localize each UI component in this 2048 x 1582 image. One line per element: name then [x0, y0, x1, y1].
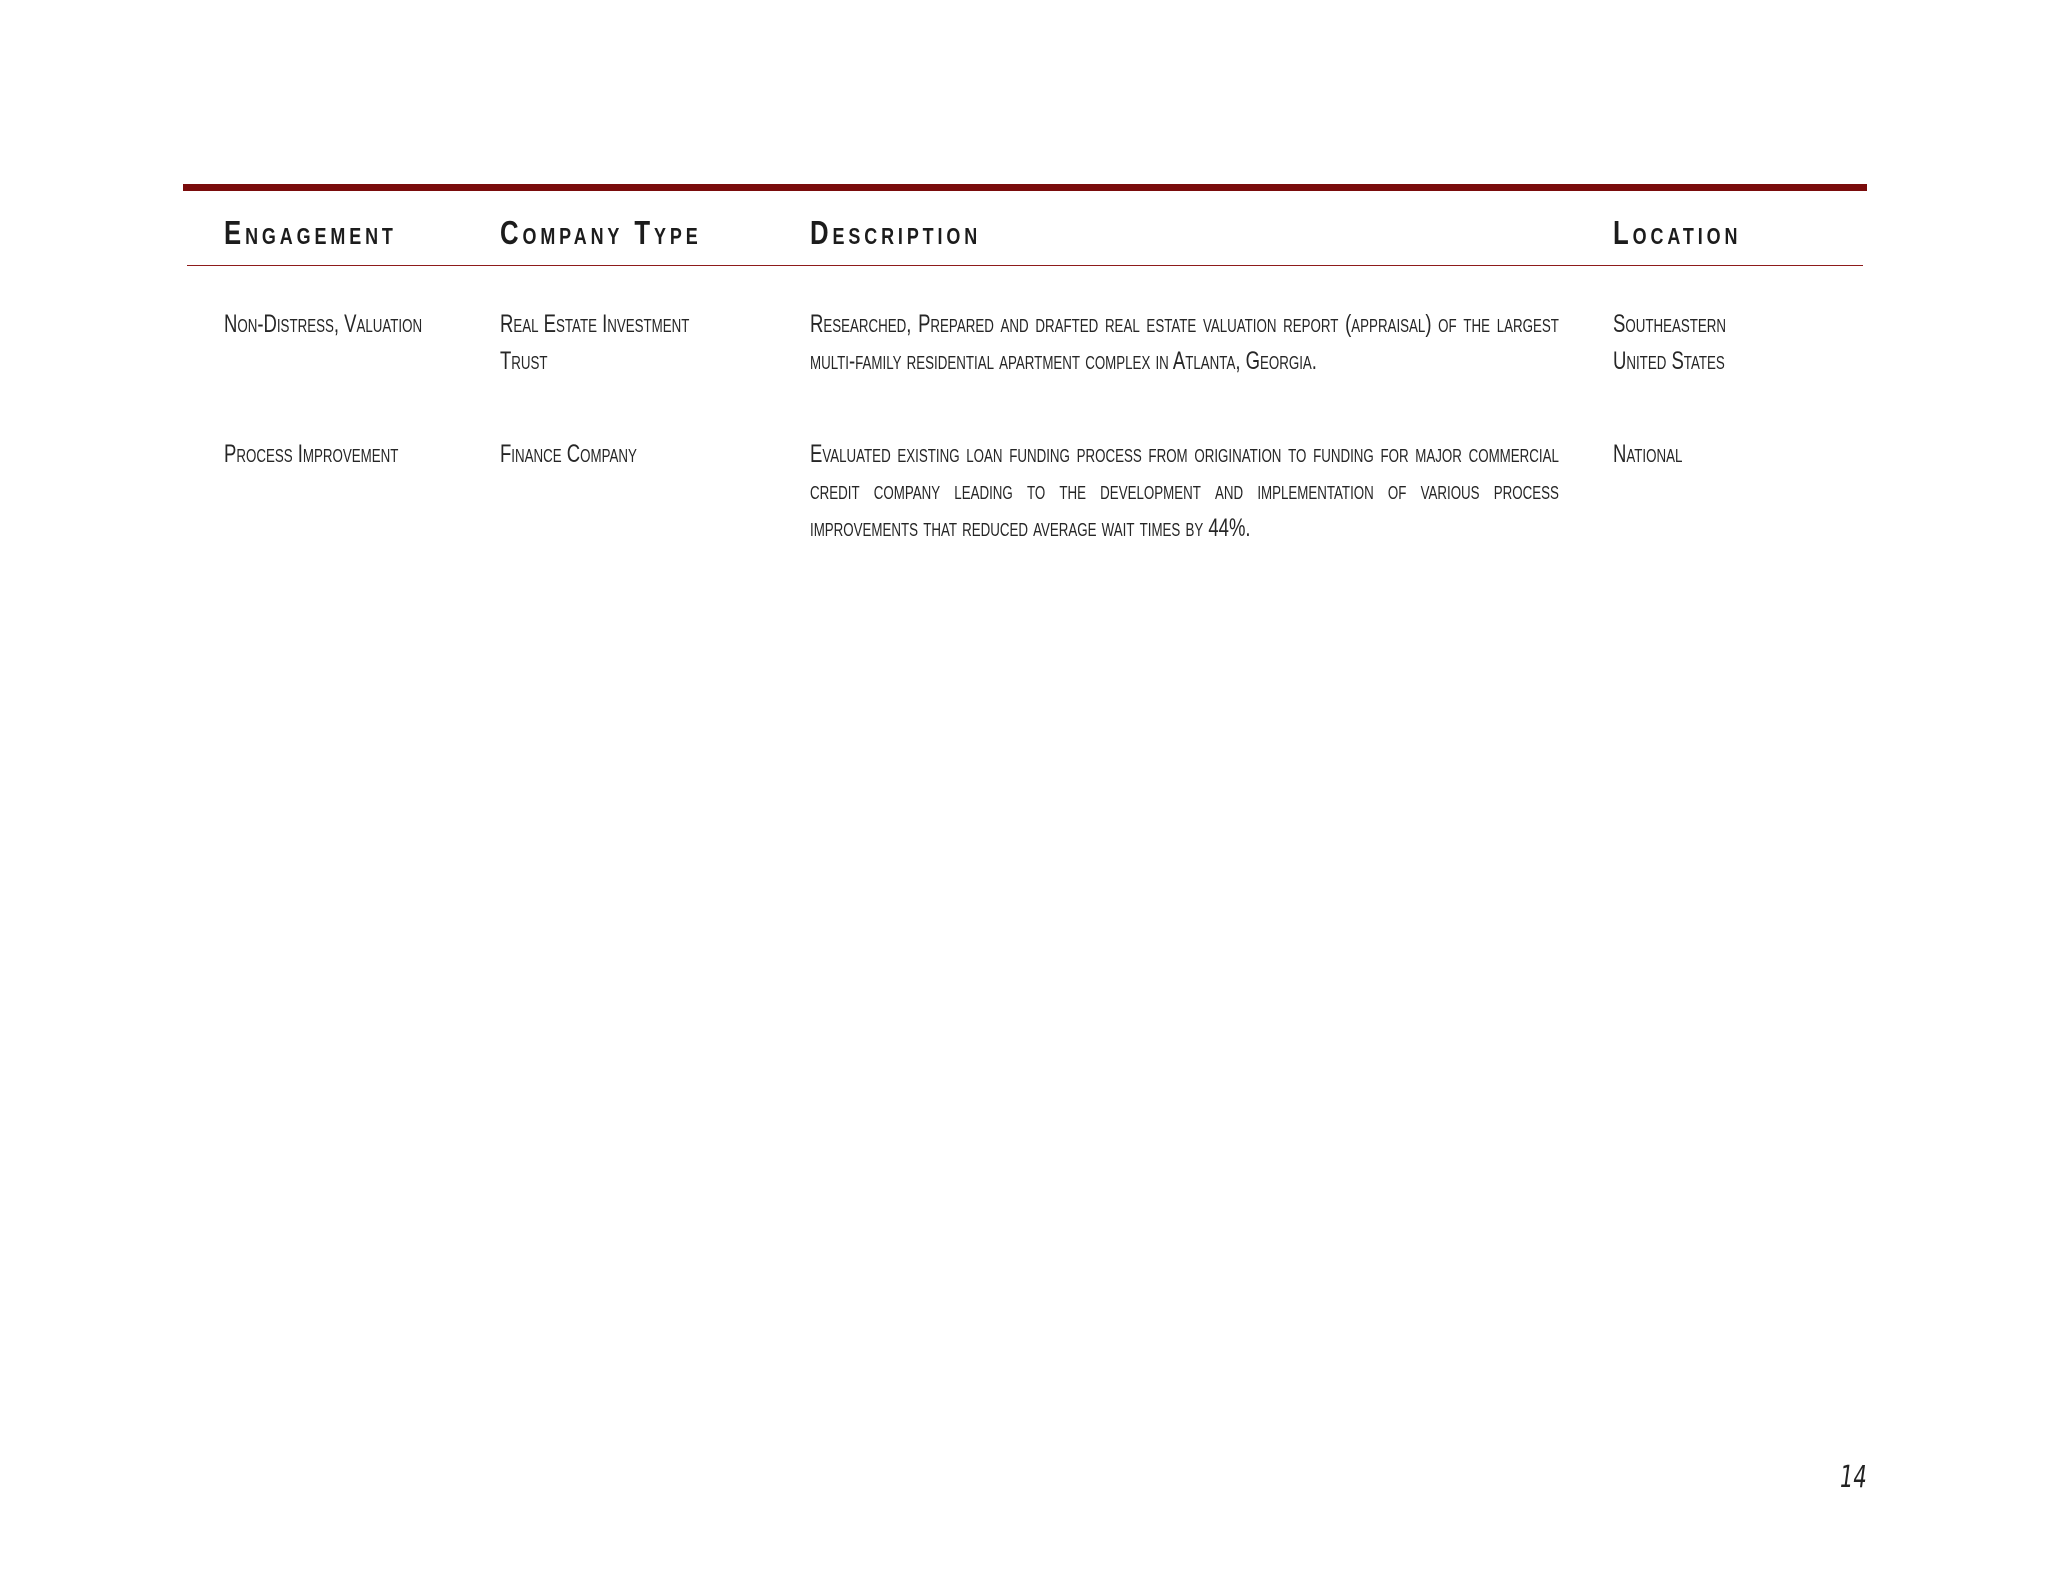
row-1-location: Southeastern United States	[1613, 310, 1726, 375]
row-2-description: Evaluated existing loan funding process from origination to funding for major commercial credit company leading to the development and implementation of various process improvements that reduced average wait times by 44%.	[810, 440, 1559, 542]
row-1-company-type: Real Estate Investment Trust	[500, 310, 690, 375]
header-location: Location	[1613, 214, 1742, 251]
top-accent-rule	[183, 184, 1867, 191]
row-1-description: Researched, Prepared and drafted real estate valuation report (appraisal) of the largest multi-family residential apartment complex in Atlanta, Georgia.	[810, 310, 1559, 375]
row-1-engagement: Non-Distress, Valuation	[224, 310, 423, 338]
header-company-type: Company Type	[500, 214, 702, 251]
row-2-engagement: Process Improvement	[224, 440, 399, 468]
page-number: 14	[1840, 1460, 1867, 1495]
header-divider	[187, 265, 1863, 266]
row-2-company-type: Finance Company	[500, 440, 637, 468]
header-engagement: Engagement	[224, 214, 397, 251]
row-2-location: National	[1613, 440, 1683, 468]
header-description: Description	[810, 214, 982, 251]
